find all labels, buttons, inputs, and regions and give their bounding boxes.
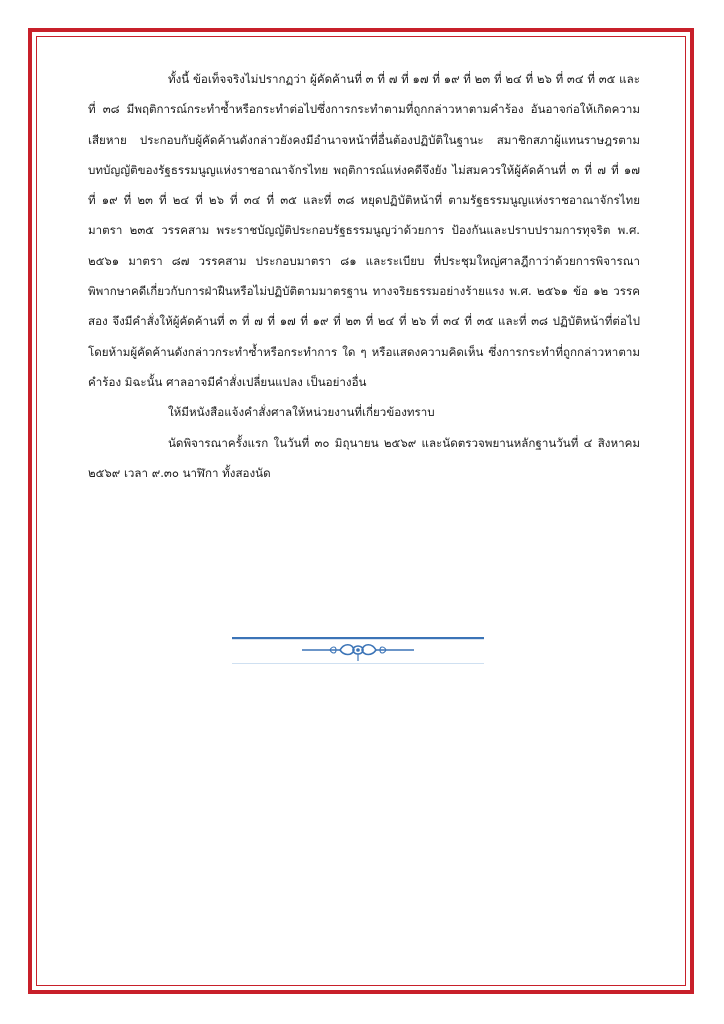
text-line: ที่ประชุมใหญ่ศาลฎีกาว่าด้วยการพิจารณาพิพากษาคดีเกี่ยวกับการฝ่าฝืนหรือไม่ปฏิบัติตามมาตรฐาน	[88, 253, 641, 299]
text-line: อันอาจก่อให้เกิดความเสียหาย ประกอบกับผู้คัดค้านดังกล่าวยังคงมีอำนาจหน้าที่อื่นต้องปฏิบัติในฐานะ	[88, 102, 641, 147]
text-line: สมาชิกสภาผู้แทนราษฎรตามบทบัญญัติของรัฐธรรมนูญแห่งราชอาณาจักรไทย พฤติการณ์แห่งคดีจึงยัง	[88, 132, 640, 177]
text-line: ทั้งนี้ ข้อเท็จจริงไม่ปรากฏว่า ผู้คัดค้านที่ ๓ ที่ ๗ ที่ ๑๗ ที่ ๑๙ ที่ ๒๓ ที่ ๒๔ ที่ ๒๖ ที่ ๓๔	[168, 72, 584, 86]
document-body	[88, 64, 640, 488]
text-line: ที่ ๒๔ ที่ ๒๖ ที่ ๓๔ ที่ ๓๕ และที่ ๓๘ ปฏิบัติหน้าที่ต่อไป โดยห้ามผู้คัดค้านดังกล่าวกระทำซ้ำหรือกระทำการ	[88, 314, 641, 359]
text-line: ให้มีหนังสือแจ้งคำสั่งศาลให้หน่วยงานที่เกี่ยวข้องทราบ	[168, 405, 435, 420]
paragraph-ruling	[88, 64, 640, 397]
text-line: เป็นอย่างอื่น	[306, 374, 367, 389]
paragraph-notify	[88, 397, 640, 427]
text-line: ตามรัฐธรรมนูญแห่งราชอาณาจักรไทย มาตรา ๒๓๕ วรรคสาม พระราชบัญญัติประกอบรัฐธรรมนูญว่าด้วยการ	[88, 193, 640, 238]
text-line: ใด ๆ หรือแสดงความคิดเห็น ซึ่งการกระทำที่ถูกกล่าวหาตามคำร้อง มิฉะนั้น ศาลอาจมีคำสั่งเปลี่ยนแปลง	[88, 344, 641, 389]
divider-line-top	[232, 637, 484, 639]
ornament-divider	[232, 628, 484, 670]
text-line: ที่ ๓๕ และที่ ๓๘ มีพฤติการณ์กระทำซ้ำหรือกระทำต่อไปซึ่งการกระทำตามที่ถูกกล่าวหาตามคำร้อง	[88, 72, 640, 117]
divider-line-bottom	[232, 663, 484, 664]
text-line: ไม่สมควรให้ผู้คัดค้านที่ ๓ ที่ ๗ ที่ ๑๗ ที่ ๑๙ ที่ ๒๓ ที่ ๒๔ ที่ ๒๖ ที่ ๓๔ ที่ ๓๕ และที่ ๓๘ หยุดปฏิบัติหน้าที่	[88, 162, 640, 208]
flourish-icon	[302, 645, 414, 661]
text-line: ป้องกันและปราบปรามการทุจริต พ.ศ. ๒๕๖๑ มาตรา ๘๗ วรรคสาม ประกอบมาตรา ๘๑ และระเบียบ	[88, 223, 640, 268]
text-line: นัดพิจารณาครั้งแรก ในวันที่ ๓๐ มิถุนายน ๒๕๖๙ และนัดตรวจพยานหลักฐานวันที่ ๔ สิงหาคม	[168, 435, 640, 450]
text-line: ทางจริยธรรมอย่างร้ายแรง พ.ศ. ๒๕๖๑ ข้อ ๑๒ วรรคสอง จึงมีคำสั่งให้ผู้คัดค้านที่ ๓ ที่ ๗ ที่ ๑๗ ที่ ๑๙ ที่ ๒๓	[88, 284, 640, 329]
paragraph-schedule	[88, 428, 640, 489]
text-line: ๒๕๖๙ เวลา ๙.๓๐ นาฬิกา ทั้งสองนัด	[88, 465, 271, 480]
flourish-center-dot	[356, 648, 360, 652]
